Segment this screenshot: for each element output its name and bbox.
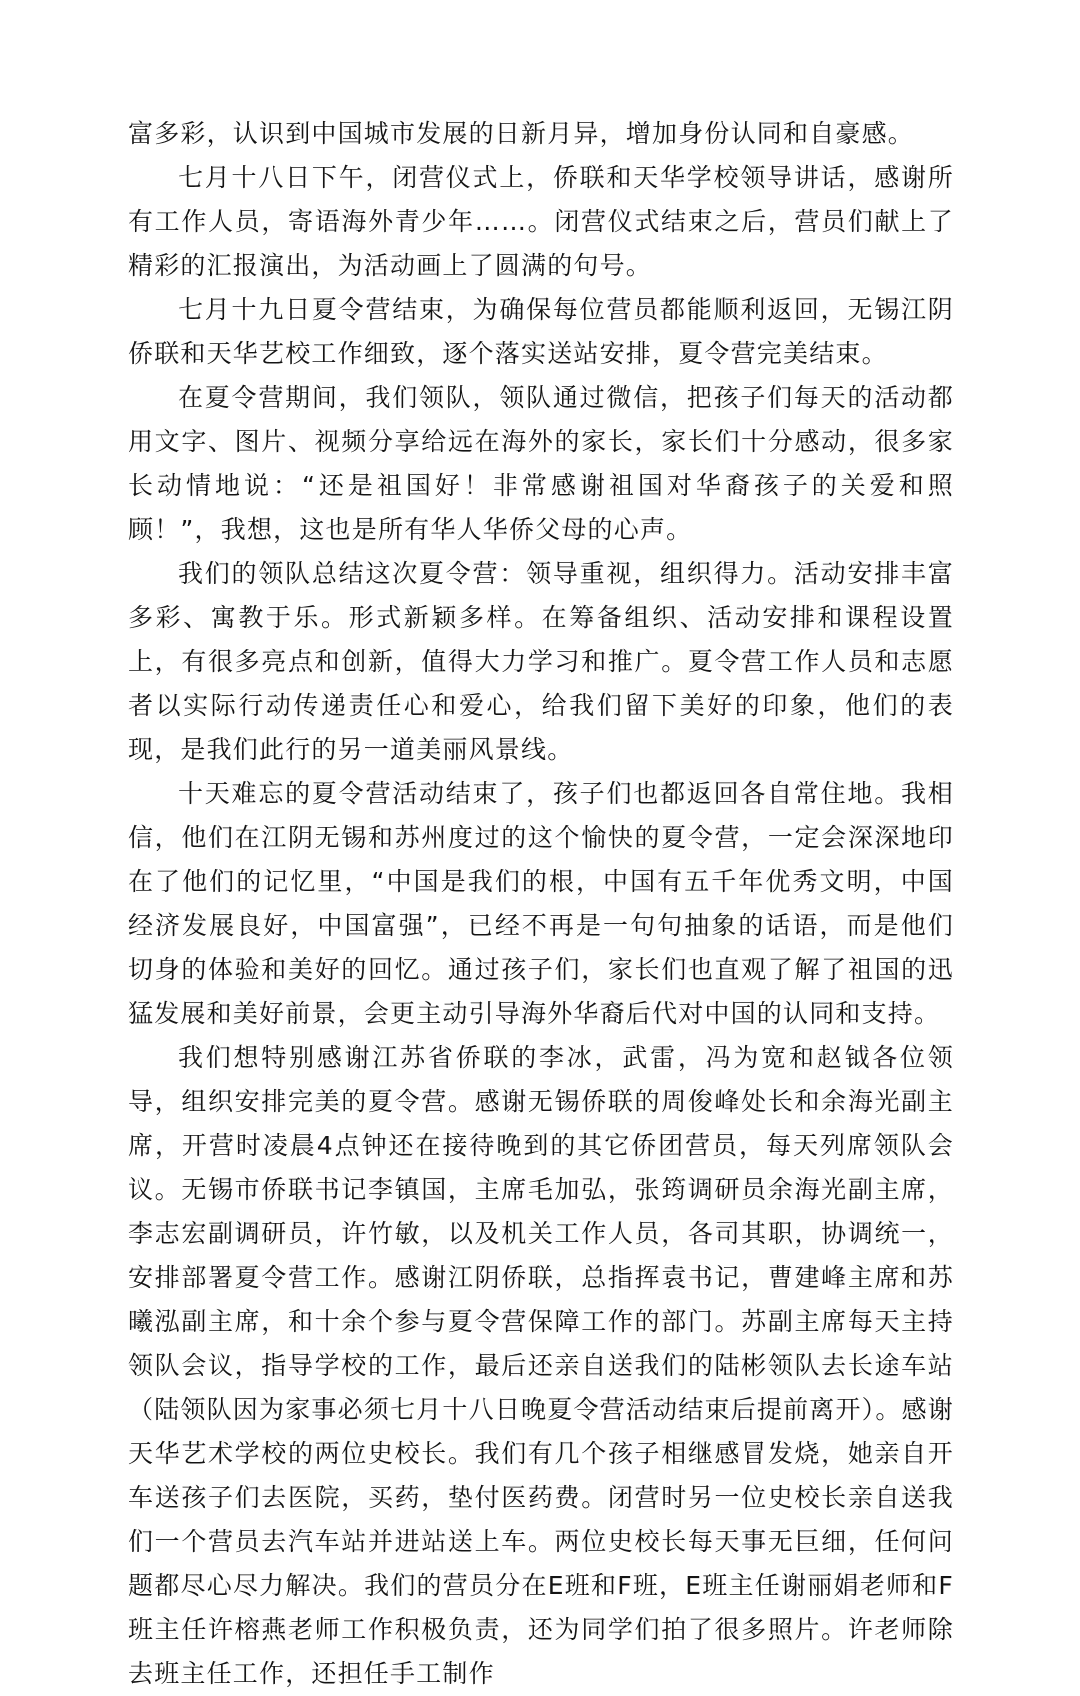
paragraph-closing-ceremony: 七月十八日下午，闭营仪式上，侨联和天华学校领导讲话，感谢所有工作人员，寄语海外青少年……。闭营仪式结束之后，营员们献上了精彩的汇报演出，为活动画上了圆满的句号。 bbox=[128, 163, 954, 280]
paragraph-continuation: 富多彩，认识到中国城市发展的日新月异，增加身份认同和自豪感。 bbox=[128, 119, 915, 148]
paragraph-leader-summary: 我们的领队总结这次夏令营：领导重视，组织得力。活动安排丰富多彩、寓教于乐。形式新颖多样。在筹备组织、活动安排和课程设置上，有很多亮点和创新，值得大力学习和推广。夏令营工作人员和志愿者以实际行动传递责任心和爱心，给我们留下美好的印象，他们的表现，是我们此行的另一道美丽风景线。 bbox=[128, 559, 954, 764]
paragraph-wechat-sharing: 在夏令营期间，我们领队，领队通过微信，把孩子们每天的活动都用文字、图片、视频分享给远在海外的家长，家长们十分感动，很多家长动情地说：“还是祖国好！非常感谢祖国对华裔孩子的关爱和照顾！”，我想，这也是所有华人华侨父母的心声。 bbox=[128, 383, 954, 544]
paragraph-camp-end: 七月十九日夏令营结束，为确保每位营员都能顺利返回，无锡江阴侨联和天华艺校工作细致，逐个落实送站安排，夏令营完美结束。 bbox=[128, 295, 954, 368]
paragraph-memories: 十天难忘的夏令营活动结束了，孩子们也都返回各自常住地。我相信，他们在江阴无锡和苏州度过的这个愉快的夏令营，一定会深深地印在了他们的记忆里，“中国是我们的根，中国有五千年优秀文明，中国经济发展良好，中国富强”，已经不再是一句句抽象的话语，而是他们切身的体验和美好的回忆。通过孩子们，家长们也直观了解了祖国的迅猛发展和美好前景，会更主动引导海外华裔后代对中国的认同和支持。 bbox=[128, 779, 954, 1028]
document-body bbox=[128, 112, 954, 1696]
paragraph-acknowledgements: 我们想特别感谢江苏省侨联的李冰，武雷，冯为宽和赵钺各位领导，组织安排完美的夏令营。感谢无锡侨联的周俊峰处长和余海光副主席，开营时凌晨4点钟还在接待晚到的其它侨团营员，每天列席领队会议。无锡市侨联书记李镇国，主席毛加弘，张筠调研员余海光副主席，李志宏副调研员，许竹敏，以及机关工作人员，各司其职，协调统一，安排部署夏令营工作。感谢江阴侨联，总指挥袁书记，曹建峰主席和苏曦泓副主席，和十余个参与夏令营保障工作的部门。苏副主席每天主持领队会议，指导学校的工作，最后还亲自送我们的陆彬领队去长途车站（陆领队因为家事必须七月十八日晚夏令营活动结束后提前离开）。感谢天华艺术学校的两位史校长。我们有几个孩子相继感冒发烧，她亲自开车送孩子们去医院，买药，垫付医药费。闭营时另一位史校长亲自送我们一个营员去汽车站并进站送上车。两位史校长每天事无巨细，任何问题都尽心尽力解决。我们的营员分在E班和F班，E班主任谢丽娟老师和F班主任许榕燕老师工作积极负责，还为同学们拍了很多照片。许老师除去班主任工作，还担任手工制作 bbox=[128, 1043, 954, 1688]
